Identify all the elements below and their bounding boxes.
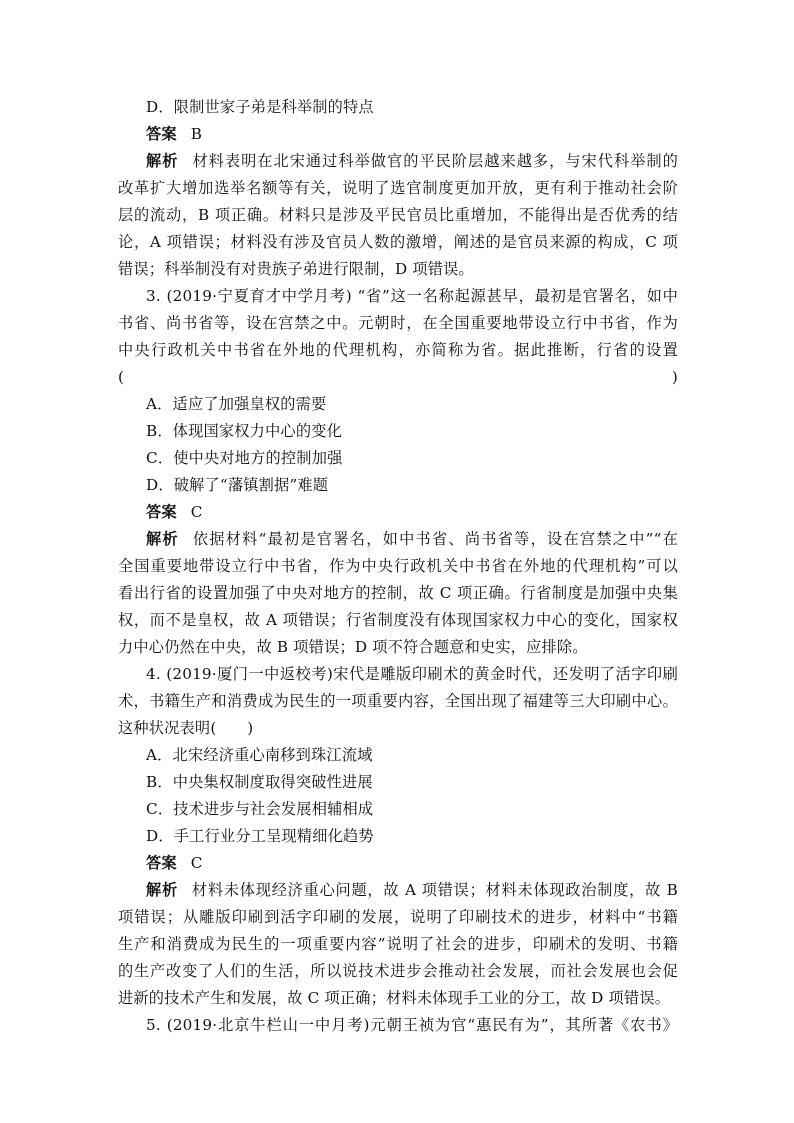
q3-option-a: A．适应了加强皇权的需要	[146, 395, 327, 413]
q3-option-b: B．体现国家权力中心的变化	[146, 422, 343, 440]
q4-analysis-line-1: 解析 材料未体现经济重心问题，故 A 项错误；材料未体现政治制度，故 B	[146, 881, 678, 899]
answer-value: C	[190, 854, 203, 872]
document-page	[118, 94, 678, 1039]
q4-option-a: A．北宋经济重心南移到珠江流域	[146, 746, 373, 764]
analysis-label: 解析	[146, 530, 179, 548]
q3-stem-line-1: 3. (2019·宁夏育才中学月考) “省”这一名称起源甚早，最初是官署名，如中	[146, 287, 678, 305]
q2-analysis-line-4: 论，A 项错误；材料没有涉及官员人数的激增，阐述的是官员来源的构成，C 项	[118, 233, 678, 251]
q4-option-b: B．中央集权制度取得突破性进展	[146, 773, 373, 791]
q4-option-c: C．技术进步与社会发展相辅相成	[146, 800, 374, 818]
q2-analysis-line-3: 层的流动，B 项正确。材料只是涉及平民官员比重增加，不能得出是否优秀的结	[118, 206, 678, 224]
q2-analysis-line-2: 改革扩大增加选举名额等有关，说明了选官制度更加开放，更有利于推动社会阶	[118, 179, 678, 197]
q4-option-d: D．手工行业分工呈现精细化趋势	[146, 827, 374, 845]
analysis-label: 解析	[146, 152, 179, 170]
q4-analysis-line-4: 的生产改变了人们的生活，所以说技术进步会推动社会发展，而社会发展也会促	[118, 962, 678, 980]
q4-stem-line-2: 术，书籍生产和消费成为民生的一项重要内容，全国出现了福建等三大印刷中心。	[118, 692, 678, 710]
q3-analysis-line-5: 力中心仍然在中央，故 B 项错误；D 项不符合题意和史实，应排除。	[118, 638, 588, 656]
q4-answer	[118, 850, 678, 877]
analysis-label: 解析	[146, 881, 178, 899]
answer-label: 答案	[146, 125, 177, 143]
q5-stem-line-1: 5. (2019·北京牛栏山一中月考)元朝王祯为官“惠民有为”，其所著《农书》	[146, 1016, 678, 1034]
q3-option-d: D．破解了“藩镇割据”难题	[146, 476, 329, 494]
q3-analysis-line-4: 权，而不是皇权，故 A 项错误；行省制度没有体现国家权力中心的变化，国家权	[118, 611, 678, 629]
answer-value: C	[190, 503, 203, 521]
q3-analysis-line-1: 解析 依据材料“最初是官署名，如中书省、尚书省等，设在宫禁之中”“在	[146, 530, 678, 548]
answer-value: B	[190, 125, 203, 143]
q3-analysis-line-2: 全国重要地带设立行中书省，作为中央行政机关中书省在外地的代理机构”可以	[118, 557, 678, 575]
q2-option-d: D．限制世家子弟是科举制的特点	[146, 98, 374, 116]
answer-label: 答案	[146, 854, 177, 872]
q3-answer	[118, 499, 678, 526]
q4-stem-line-1: 4. (2019·厦门一中返校考)宋代是雕版印刷术的黄金时代，还发明了活字印刷	[146, 665, 678, 683]
q3-stem-line-3: 中央行政机关中书省在外地的代理机构，亦简称为省。据此推断，行省的设置( )	[118, 341, 678, 386]
q2-analysis-line-1: 解析 材料表明在北宋通过科举做官的平民阶层越来越多，与宋代科举制的	[146, 152, 679, 170]
q4-analysis-line-5: 进新的技术产生和发展，故 C 项正确；材料未体现手工业的分工，故 D 项错误。	[118, 989, 671, 1007]
answer-label: 答案	[146, 503, 177, 521]
q3-option-c: C．使中央对地方的控制加强	[146, 449, 343, 467]
q3-analysis-line-3: 看出行省的设置加强了中央对地方的控制，故 C 项正确。行省制度是加强中央集	[118, 584, 678, 602]
q4-analysis-line-2: 项错误；从雕版印刷到活字印刷的发展，说明了印刷技术的进步，材料中“书籍	[118, 908, 678, 926]
q2-analysis-line-5: 错误；科举制没有对贵族子弟进行限制，D 项错误。	[118, 260, 474, 278]
q4-analysis-line-3: 生产和消费成为民生的一项重要内容”说明了社会的进步，印刷术的发明、书籍	[118, 935, 678, 953]
q2-answer	[118, 121, 678, 148]
q4-stem-line-3: 这种状况表明( )	[118, 719, 254, 737]
q3-stem-line-2: 书省、尚书省等，设在宫禁之中。元朝时，在全国重要地带设立行中书省，作为	[118, 314, 678, 332]
